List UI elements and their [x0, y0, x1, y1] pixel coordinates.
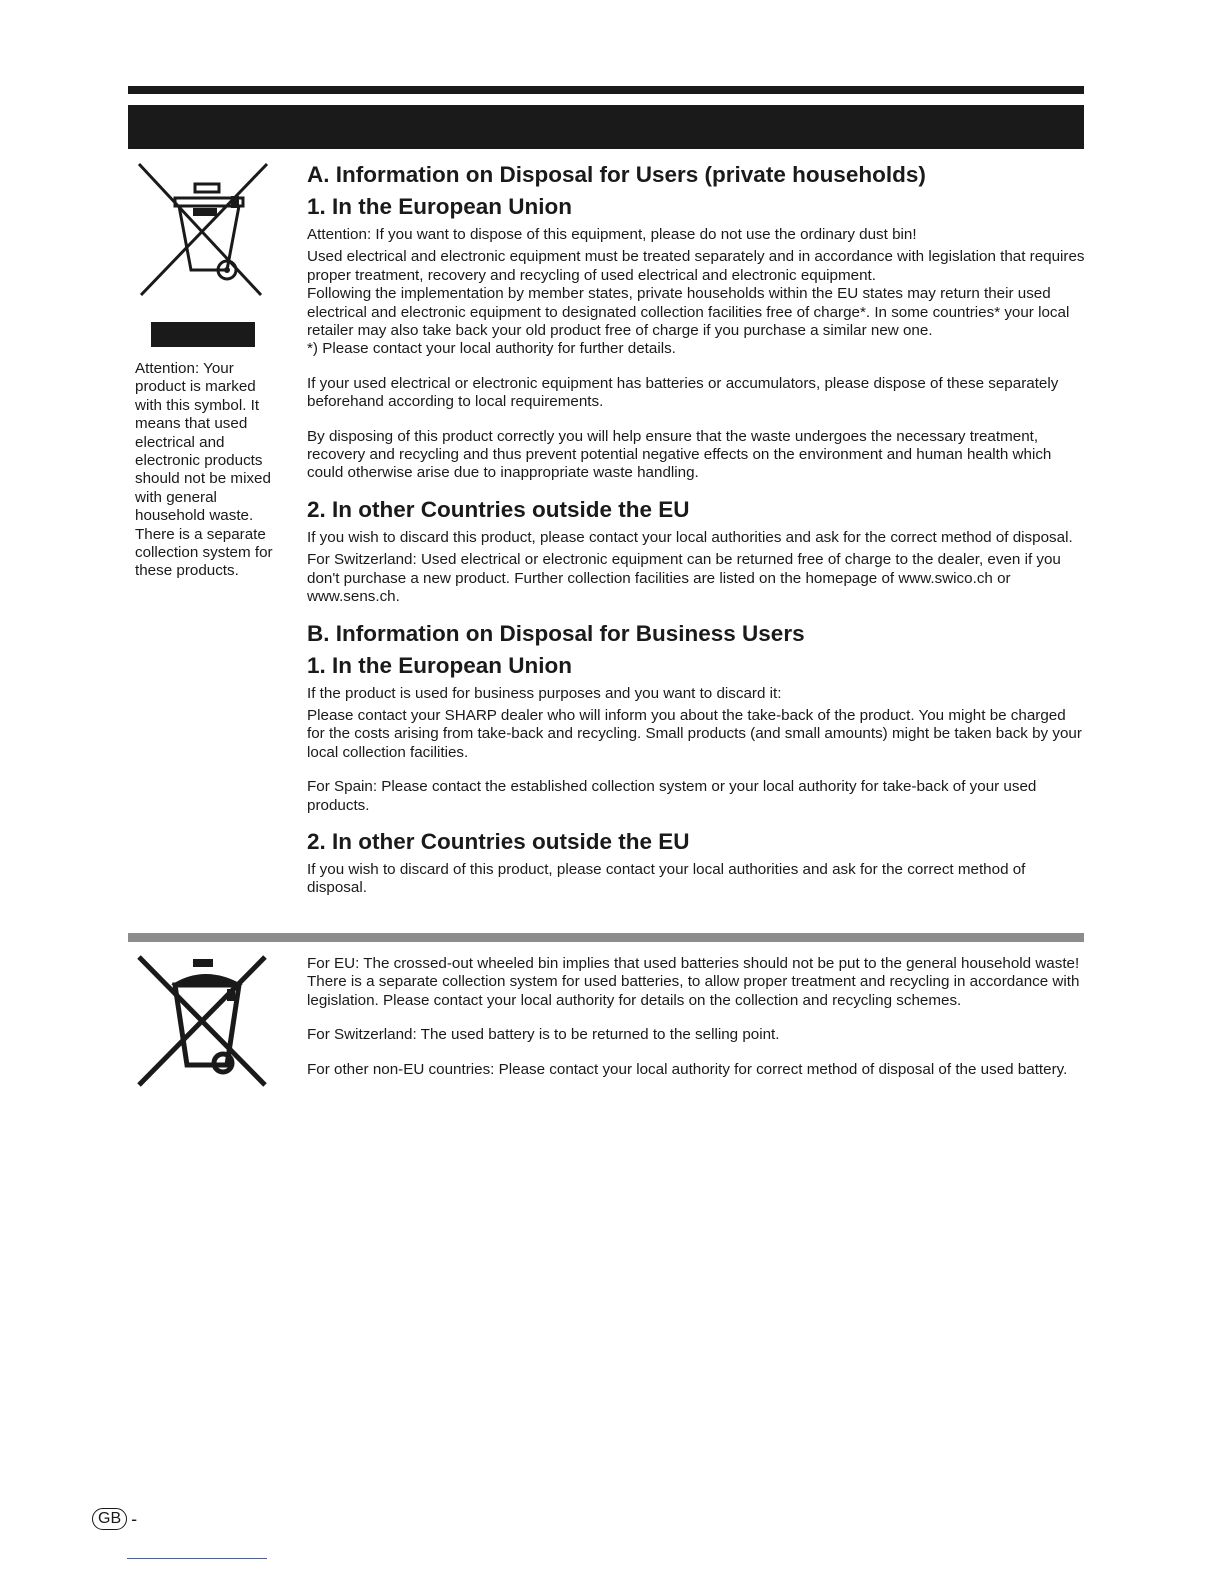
section-a-eu-p6: By disposing of this product correctly you will help ensure that the waste undergoes the necessary treatment, recovery and recycling and thus prevent potential negative effects on the environment and human health which could otherwise arise due to inappropriate waste handling.: [307, 427, 1052, 482]
marking-bar: [151, 322, 255, 347]
section-b-other-p1: If you wish to discard of this product, please contact your local authorities and ask for the correct method of disposal.: [307, 860, 1026, 897]
section-b-eu-p2: Please contact your SHARP dealer who will inform you about the take-back of the product. You might be charged for the costs arising from take-back and recycling. Small products (and small amounts) might be taken back by your local collection facilities.: [307, 706, 1082, 761]
section-a-eu-heading: 1. In the European Union: [307, 194, 573, 219]
crossed-out-wheeled-bin-icon: [135, 955, 270, 1090]
section-separator: [128, 933, 1084, 942]
page-footer: [92, 1508, 137, 1530]
top-rule: [128, 86, 1084, 94]
title-band: [128, 105, 1084, 149]
section-a-title: A. Information on Disposal for Users (private households): [307, 162, 926, 187]
battery-p1: For EU: The crossed-out wheeled bin implies that used batteries should not be put to the general household waste! There is a separate collection system for used batteries, to allow proper treatment and recycling in accordance with legislation. Please contact your local authority for details on the collection and recycling schemes.: [307, 955, 1080, 1009]
section-a-eu-p3: Following the implementation by member states, private households within the EU states may return their used electrical and electronic equipment to designated collection facilities free of charge*. In some countries* your local retailer may also take back your old product free of charge if you purchase a similar new one.: [307, 285, 1070, 340]
section-b-eu-heading: 1. In the European Union: [307, 652, 573, 678]
section-a-other-heading: 2. In other Countries outside the EU: [307, 496, 690, 522]
section-b-title: B. Information on Disposal for Business Users: [307, 620, 805, 646]
section-a-other-p1: If you wish to discard this product, please contact your local authorities and ask for the correct method of disposal.: [307, 528, 1073, 546]
battery-p2: For Switzerland: The used battery is to be returned to the selling point.: [307, 1026, 780, 1044]
section-a-eu-p2: Used electrical and electronic equipment must be treated separately and in accordance with legislation that requires proper treatment, recovery and recycling of used electrical and electronic equipment.: [307, 248, 1085, 284]
page-number-dash: -: [131, 1508, 138, 1529]
section-a-eu-p4: *) Please contact your local authority for further details.: [307, 340, 676, 358]
section-a-eu-p1: Attention: If you want to dispose of this equipment, please do not use the ordinary dust bin!: [307, 226, 917, 243]
section-a-eu-p5: If your used electrical or electronic equipment has batteries or accumulators, please dispose of these separately beforehand according to local requirements.: [307, 374, 1059, 411]
battery-p3: For other non-EU countries: Please contact your local authority for correct method of disposal of the used battery.: [307, 1060, 1068, 1078]
region-badge: GB: [92, 1508, 127, 1530]
section-b-eu-p1: If the product is used for business purposes and you want to discard it:: [307, 684, 782, 702]
section-b-other-heading: 2. In other Countries outside the EU: [307, 828, 690, 854]
section-a-other-p2: For Switzerland: Used electrical or electronic equipment can be returned free of charge to the dealer, even if you don't purchase a new product. Further collection facilities are listed on the homepage of www.swico.ch or www.sens.ch.: [307, 551, 1061, 606]
sidebar-note: Attention: Your product is marked with this symbol. It means that used electrical and electronic products should not be mixed with general household waste. There is a separate collection system for these products.: [135, 360, 273, 580]
main-content: [307, 160, 1087, 898]
footer-rule: [127, 1558, 267, 1559]
section-b-eu-p3: For Spain: Please contact the established collection system or your local authority for take-back of your used products.: [307, 778, 1037, 814]
crossed-out-wheeled-bin-icon: [135, 162, 270, 297]
battery-section: [307, 955, 1087, 1079]
